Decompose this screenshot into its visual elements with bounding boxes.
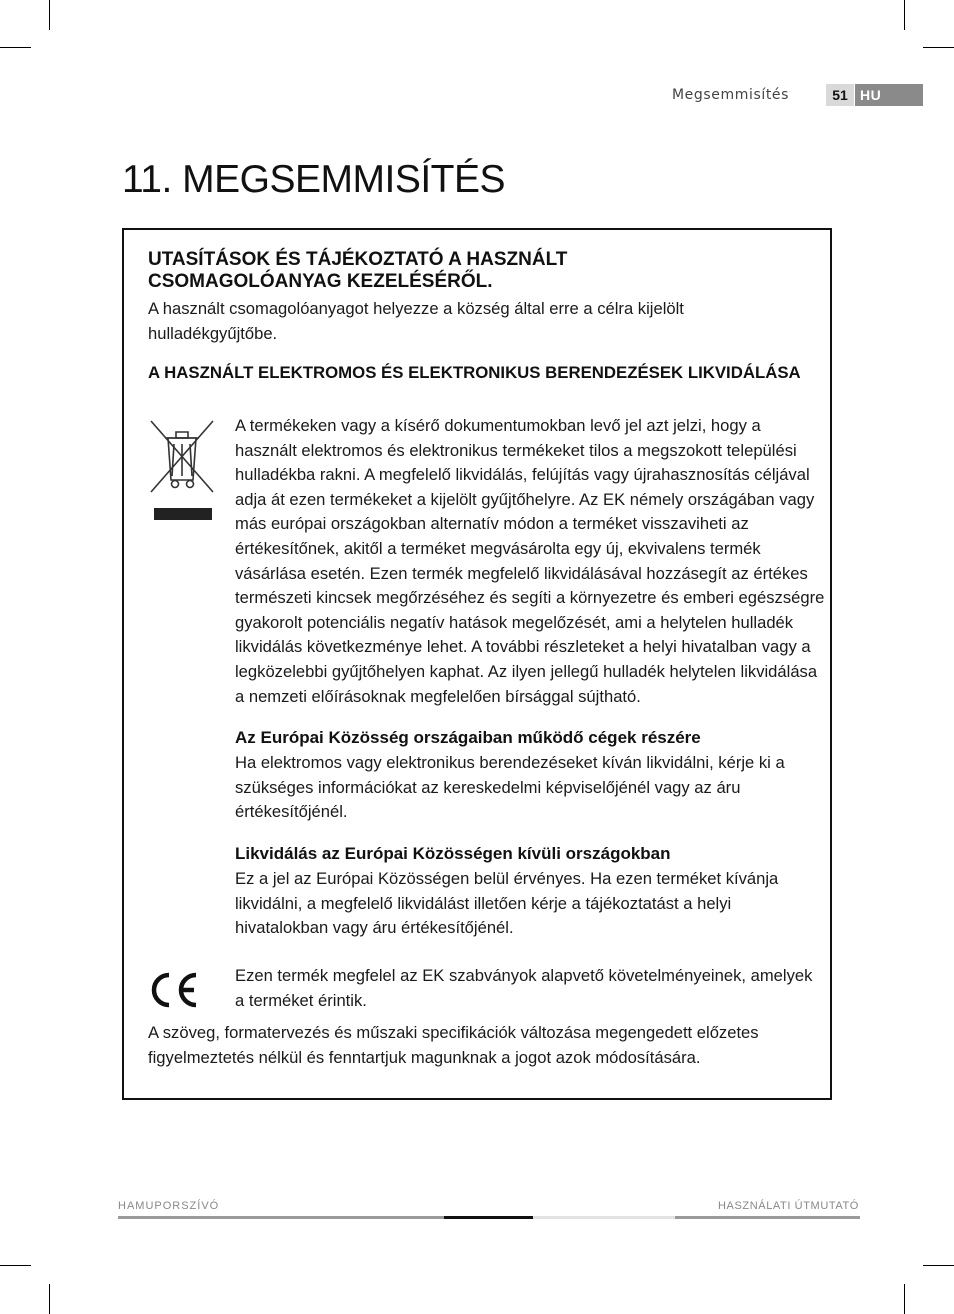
eu-companies-heading: Az Európai Közösség országaiban működő cégek részére (235, 728, 701, 747)
language-tab: HU (855, 84, 923, 106)
footer-rule (533, 1216, 675, 1219)
crossed-out-wheelie-bin-icon (148, 418, 216, 522)
crop-mark (0, 1265, 31, 1266)
crop-mark (923, 1265, 954, 1266)
non-eu-heading: Likvidálás az Európai Közösségen kívüli országokban (235, 844, 671, 863)
footer-rule (118, 1216, 444, 1219)
crop-mark (904, 0, 905, 30)
crop-mark (49, 1284, 50, 1314)
page-title: 11. MEGSEMMISÍTÉS (122, 158, 506, 201)
eu-companies-text: Ha elektromos vagy elektronikus berendezéseket kíván likvidálni, kérje ki a szükséges információkat az kereskedelmi képviselőjénél vagy az áru értékesítőjénél. (235, 753, 785, 822)
ce-text: Ezen termék megfelel az EK szabványok alapvető követelményeinek, amelyek a terméket érintik. (235, 966, 813, 1010)
footer-rule (444, 1216, 533, 1219)
ce-mark-icon (148, 970, 200, 1010)
non-eu-text: Ez a jel az Európai Közösségen belül érvényes. Ha ezen terméket kívánja likvidálni, a megfelelő likvidálást illetően kérje a tájékoztatást a helyi hivatalokban vagy áru értékesítőjénél. (235, 869, 779, 938)
crop-mark (0, 47, 31, 48)
weee-text: A termékeken vagy a kísérő dokumentumokban levő jel azt jelzi, hogy a használt elektromos és elektronikus termékeket tilos a megszokott települési hulladékba rakni. A megfelelő likvidálás, felújítás vagy újrahasznosítás céljával adja át ezen termékeket a kijelölt gyűjtőhelyre. Az EK némely országában vagy más európai országokban alternatív módon a terméket visszaviheti az értékesítőnek, akitől a terméket megvásárolta egy új, ekvivalens termék vásárlása esetén. Ezen termék megfelelő likvidálásával hozzásegít az értékes természeti kincsek megőrzéséhez és segíti a környezetre és emberi egészségre gyakorolt potenciális negatív hatások megelőzését, ami a helytelen hulladék likvidálás következménye lehet. A további részleteket a helyi hivatalban vagy a legközelebbi gyűjtőhelyen kaphat. Az ilyen jellegű hulladék helytelen likvidálása a nemzeti előírásoknak megfelelően bírsággal sújtható. (235, 416, 825, 706)
crop-mark (49, 0, 50, 30)
footer-manual-label: HASZNÁLATI ÚTMUTATÓ (718, 1200, 859, 1212)
crop-mark (904, 1284, 905, 1314)
disposal-info-box (122, 228, 832, 1100)
weee-heading: A HASZNÁLT ELEKTROMOS ÉS ELEKTRONIKUS BERENDEZÉSEK LIKVIDÁLÁSA (148, 363, 801, 382)
footer-product-name: HAMUPORSZÍVÓ (118, 1200, 220, 1212)
running-header: Megsemmisítés (672, 87, 790, 103)
page-number: 51 (826, 84, 854, 106)
disclaimer-text: A szöveg, formatervezés és műszaki specifikációk változása megengedett előzetes figyelmeztetés nélkül és fenntartjuk magunknak a jogot azok módosítására. (148, 1023, 759, 1067)
packaging-heading: UTASÍTÁSOK ÉS TÁJÉKOZTATÓ A HASZNÁLT CSOMAGOLÓANYAG KEZELÉSÉRŐL. (148, 249, 568, 292)
packaging-text: A használt csomagolóanyagot helyezze a község által erre a célra kijelölt hulladékgyűjtőbe. (148, 299, 684, 343)
crop-mark (923, 47, 954, 48)
footer-rule (675, 1216, 860, 1219)
